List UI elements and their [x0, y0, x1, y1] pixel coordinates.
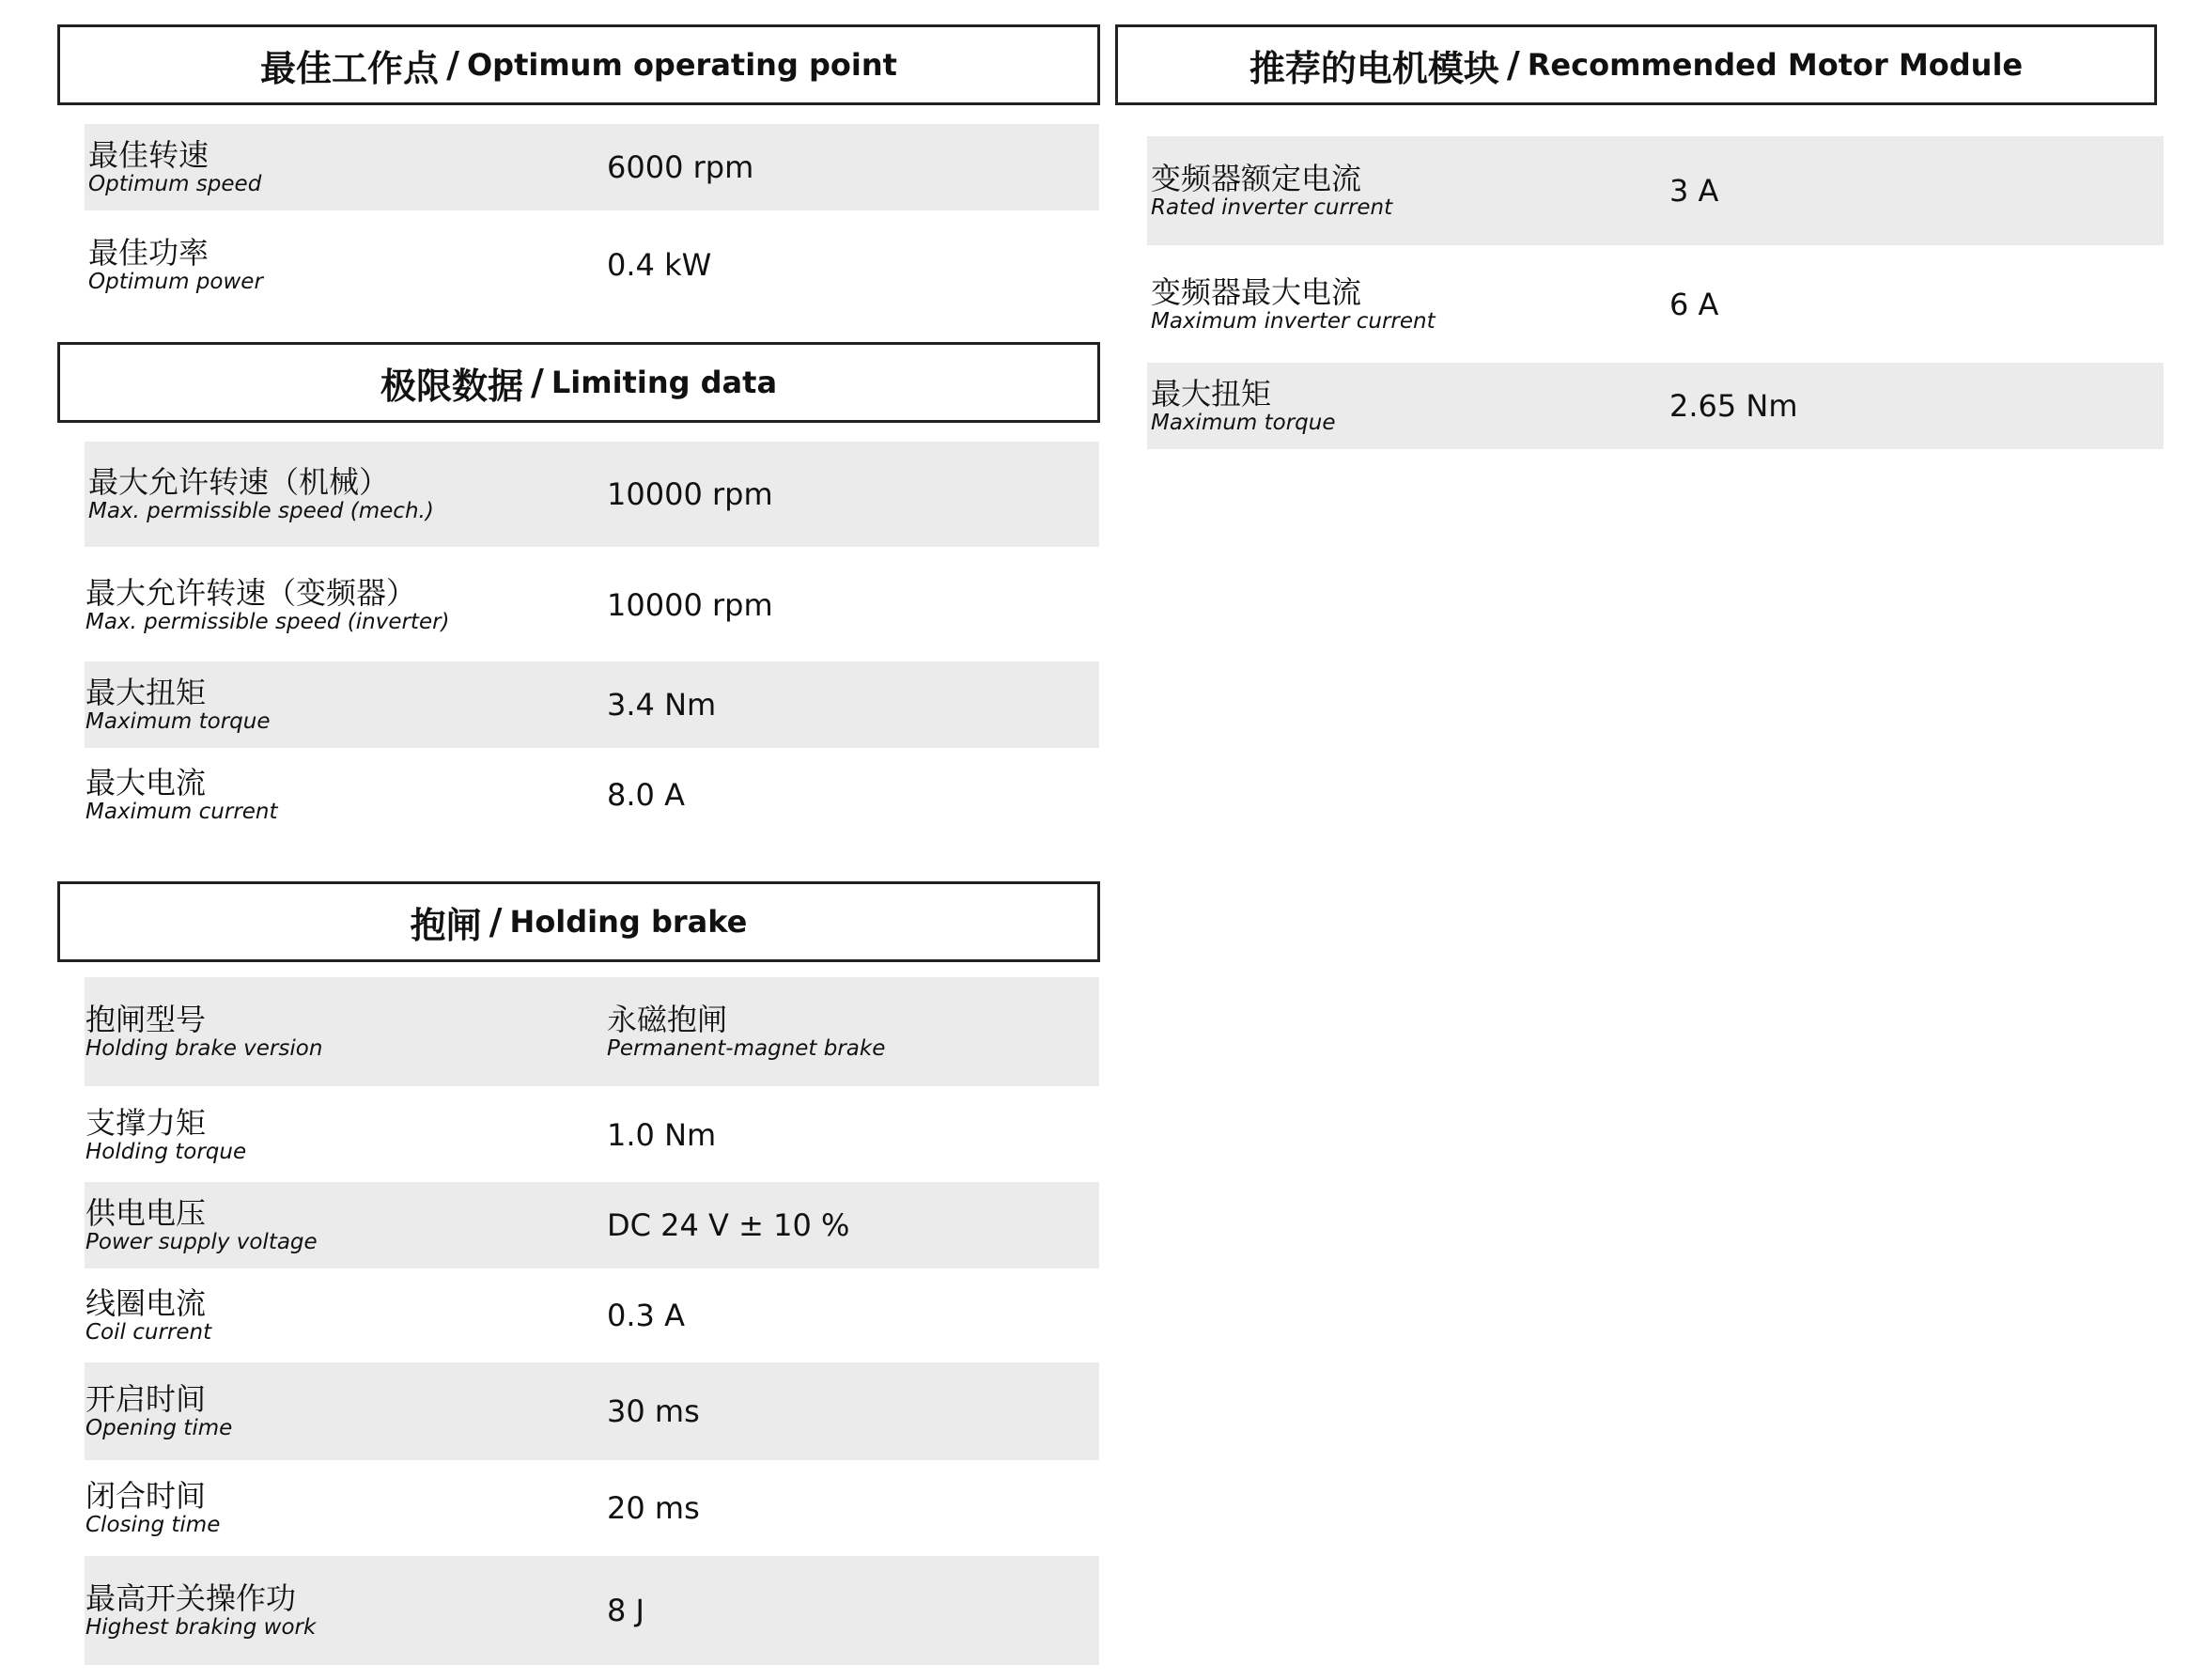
row-label — [85, 1182, 318, 1268]
label-zh: 开启时间 — [85, 1380, 207, 1417]
label-en: Coil current — [85, 1319, 212, 1345]
label-en: Maximum inverter current — [1151, 308, 1436, 334]
row-value — [607, 124, 753, 210]
label-en: Highest braking work — [85, 1614, 317, 1640]
value-text: 2.65 Nm — [1669, 388, 1798, 424]
label-en: Maximum torque — [1151, 410, 1336, 435]
row-value — [1669, 363, 1798, 449]
row-label — [85, 1462, 220, 1554]
label-zh: 变频器最大电流 — [1151, 273, 1362, 310]
row-value — [607, 222, 711, 308]
value-text: 8.0 A — [607, 777, 685, 813]
header-separator: / — [489, 901, 503, 942]
label-en: Optimum power — [88, 269, 263, 294]
label-en: Max. permissible speed (inverter) — [85, 609, 450, 634]
value-text: 10000 rpm — [607, 476, 773, 512]
row-value — [607, 1362, 700, 1460]
value-text: 6 A — [1669, 287, 1719, 322]
value-en: Permanent-magnet brake — [607, 1035, 886, 1061]
label-zh: 支撑力矩 — [85, 1104, 207, 1141]
value-text: 10000 rpm — [607, 587, 773, 623]
maximum-inverter-current-row — [1147, 250, 2164, 359]
label-en: Optimum speed — [88, 171, 262, 196]
max-permissible-speed-mech-row — [85, 442, 1099, 547]
rated-inverter-current-row — [1147, 136, 2164, 245]
label-en: Holding torque — [85, 1139, 247, 1164]
row-value — [607, 1462, 700, 1554]
row-value — [1669, 250, 1718, 359]
holding-torque-row — [85, 1090, 1099, 1180]
row-value — [607, 1090, 716, 1180]
row-value — [607, 552, 773, 658]
maximum-torque-row — [85, 661, 1099, 748]
row-label — [85, 552, 450, 658]
header-zh: 抱闸 — [410, 904, 482, 946]
value-zh: 永磁抱闸 — [607, 1001, 728, 1037]
row-label — [85, 977, 322, 1086]
value-text: 0.4 kW — [607, 247, 712, 283]
row-value — [607, 752, 685, 838]
row-label — [88, 124, 261, 210]
row-value — [607, 1556, 644, 1665]
label-zh: 闭合时间 — [85, 1477, 207, 1514]
row-label — [85, 752, 278, 838]
label-en: Closing time — [85, 1512, 221, 1537]
label-en: Opening time — [85, 1415, 233, 1440]
row-label — [88, 222, 263, 308]
label-en: Max. permissible speed (mech.) — [88, 498, 434, 523]
highest-braking-work-row — [85, 1556, 1099, 1665]
label-zh: 最佳转速 — [88, 136, 210, 173]
row-value — [607, 1270, 685, 1361]
label-zh: 供电电压 — [85, 1194, 207, 1231]
value-text: 3 A — [1669, 173, 1719, 209]
label-zh: 线圈电流 — [85, 1284, 207, 1321]
label-en: Maximum torque — [85, 708, 271, 734]
value-text: DC 24 V ± 10 % — [607, 1207, 850, 1243]
label-zh: 最大扭矩 — [1151, 375, 1272, 412]
maximum-current-row — [85, 752, 1099, 838]
row-value — [607, 442, 773, 547]
value-text: 1.0 Nm — [607, 1117, 717, 1153]
header-en: Optimum operating point — [466, 47, 897, 83]
header-en: Recommended Motor Module — [1527, 47, 2024, 83]
label-zh: 最大扭矩 — [85, 674, 207, 710]
row-label — [1151, 136, 1392, 245]
label-zh: 变频器额定电流 — [1151, 160, 1362, 196]
opening-time-row — [85, 1362, 1099, 1460]
row-label — [85, 1090, 246, 1180]
motor-module-maximum-torque-row — [1147, 363, 2164, 449]
header-zh: 推荐的电机模块 — [1249, 47, 1499, 89]
header-en: Holding brake — [509, 904, 748, 940]
label-en: Holding brake version — [85, 1035, 323, 1061]
header-separator: / — [530, 362, 544, 403]
row-label — [85, 1556, 316, 1665]
header-zh: 极限数据 — [380, 365, 523, 407]
label-en: Maximum current — [85, 799, 278, 824]
value-text: 20 ms — [607, 1490, 700, 1526]
value-text: 30 ms — [607, 1393, 700, 1429]
row-label — [88, 442, 434, 547]
max-permissible-speed-inverter-row — [85, 552, 1099, 658]
coil-current-row — [85, 1270, 1099, 1361]
value-text: 8 J — [607, 1593, 644, 1628]
header-separator: / — [1506, 44, 1520, 86]
label-zh: 抱闸型号 — [85, 1001, 207, 1037]
value-text: 3.4 Nm — [607, 687, 717, 723]
optimum-speed-row — [85, 124, 1099, 210]
holding-brake-version-row — [85, 977, 1099, 1086]
label-zh: 最佳功率 — [88, 234, 210, 271]
label-zh: 最高开关操作功 — [85, 1579, 297, 1616]
optimum-operating-point-header — [57, 24, 1100, 105]
row-value — [607, 977, 885, 1086]
row-label — [85, 661, 271, 748]
row-value — [1669, 136, 1718, 245]
header-zh: 最佳工作点 — [260, 47, 440, 89]
label-en: Power supply voltage — [85, 1229, 318, 1254]
row-label — [1151, 250, 1436, 359]
recommended-motor-module-header — [1115, 24, 2157, 105]
value-text: 0.3 A — [607, 1298, 685, 1333]
header-en: Limiting data — [551, 365, 778, 400]
label-en: Rated inverter current — [1151, 194, 1393, 220]
row-value — [607, 1182, 849, 1268]
closing-time-row — [85, 1462, 1099, 1554]
label-zh: 最大电流 — [85, 764, 207, 801]
label-zh: 最大允许转速（机械） — [88, 463, 390, 500]
optimum-power-row — [85, 222, 1099, 308]
limiting-data-header — [57, 342, 1100, 423]
row-value — [607, 661, 716, 748]
row-label — [85, 1362, 232, 1460]
header-separator: / — [446, 44, 459, 86]
power-supply-voltage-row — [85, 1182, 1099, 1268]
holding-brake-header — [57, 881, 1100, 962]
row-label — [85, 1270, 211, 1361]
value-text: 6000 rpm — [607, 149, 754, 185]
label-zh: 最大允许转速（变频器） — [85, 574, 417, 611]
row-label — [1151, 363, 1336, 449]
